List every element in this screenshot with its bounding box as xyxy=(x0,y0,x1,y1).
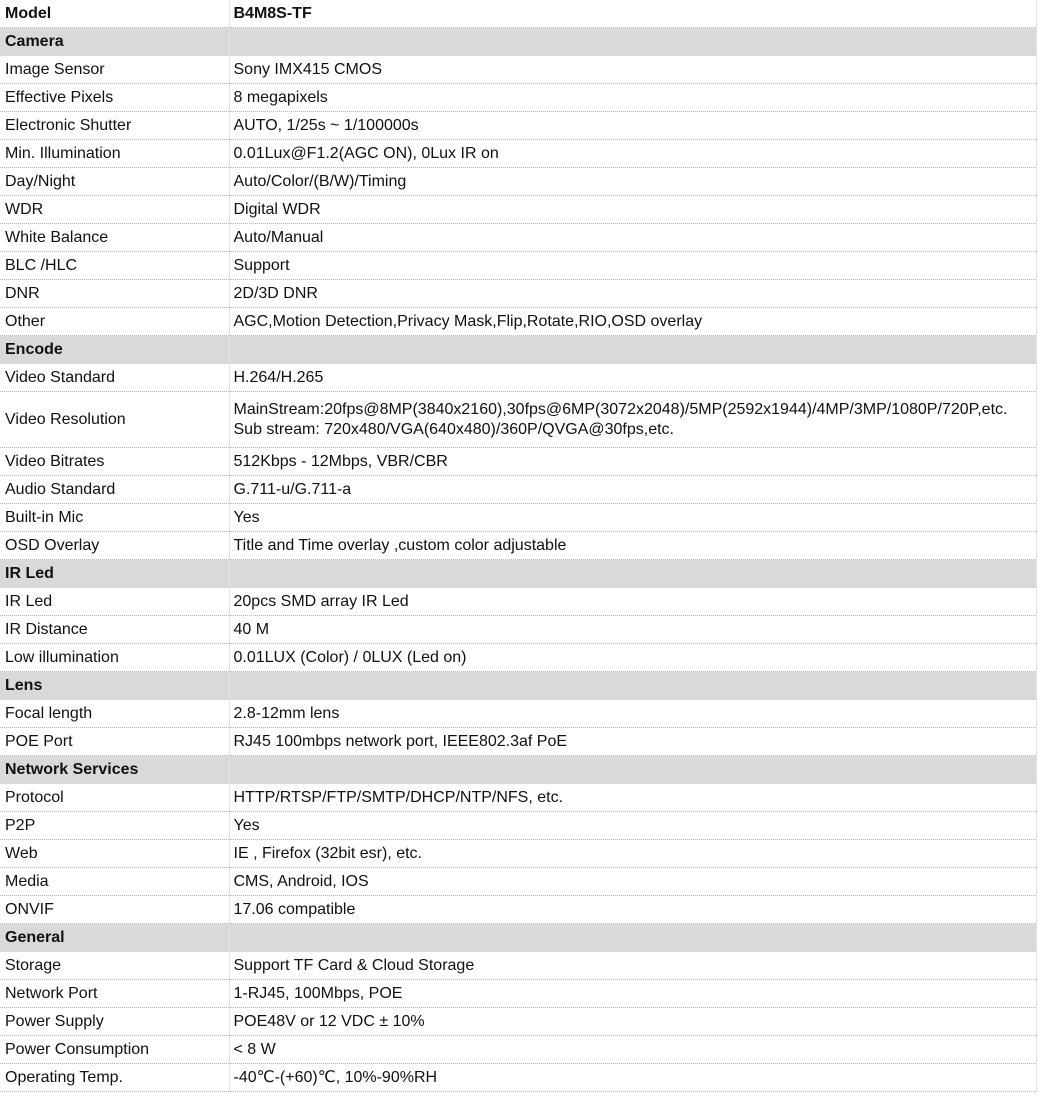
spec-value xyxy=(229,84,1036,112)
spec-label: Min. Illumination xyxy=(0,140,229,168)
spec-label: Electronic Shutter xyxy=(0,112,229,140)
section-header xyxy=(0,924,1036,952)
spec-value-line: Title and Time overlay ,custom color adjustable xyxy=(233,536,567,554)
spec-row xyxy=(0,364,1036,392)
spec-value xyxy=(229,252,1036,280)
spec-value xyxy=(229,588,1036,616)
section-title: Network Services xyxy=(0,756,229,784)
model-label: Model xyxy=(0,0,229,28)
spec-row xyxy=(0,1036,1036,1064)
spec-value xyxy=(229,784,1036,812)
spec-row xyxy=(0,952,1036,980)
spec-value xyxy=(229,196,1036,224)
spec-value xyxy=(229,112,1036,140)
spec-label: Day/Night xyxy=(0,168,229,196)
spec-value xyxy=(229,812,1036,840)
spec-value-line: 17.06 compatible xyxy=(233,900,356,918)
spec-row xyxy=(0,168,1036,196)
spec-label: BLC /HLC xyxy=(0,252,229,280)
spec-row xyxy=(0,252,1036,280)
spec-value-line: 8 megapixels xyxy=(233,88,328,106)
spec-row xyxy=(0,588,1036,616)
spec-value-line: MainStream:20fps@8MP(3840x2160),30fps@6MP(3072x2048)/5MP(2592x1944)/4MP/3MP/1080P/720P,etc. xyxy=(233,400,1008,418)
spec-label: Focal length xyxy=(0,700,229,728)
spec-row xyxy=(0,224,1036,252)
section-title: Camera xyxy=(0,28,229,56)
spec-label: Image Sensor xyxy=(0,56,229,84)
spec-row xyxy=(0,644,1036,672)
section-spacer xyxy=(229,28,1036,56)
spec-value xyxy=(229,504,1036,532)
section-spacer xyxy=(229,756,1036,784)
spec-row xyxy=(0,476,1036,504)
spec-label: Power Consumption xyxy=(0,1036,229,1064)
section-title: General xyxy=(0,924,229,952)
spec-value-line: Sony IMX415 CMOS xyxy=(233,60,382,78)
spec-value xyxy=(229,644,1036,672)
spec-value-line: Support TF Card & Cloud Storage xyxy=(233,956,475,974)
spec-label: Video Resolution xyxy=(0,392,229,448)
spec-row xyxy=(0,700,1036,728)
spec-row xyxy=(0,812,1036,840)
spec-label: P2P xyxy=(0,812,229,840)
spec-value-line: RJ45 100mbps network port, IEEE802.3af PoE xyxy=(233,732,568,750)
spec-value xyxy=(229,168,1036,196)
spec-label: Other xyxy=(0,308,229,336)
spec-label: Built-in Mic xyxy=(0,504,229,532)
spec-value xyxy=(229,448,1036,476)
spec-label: Audio Standard xyxy=(0,476,229,504)
section-header xyxy=(0,336,1036,364)
spec-value-line: 20pcs SMD array IR Led xyxy=(233,592,409,610)
spec-row xyxy=(0,448,1036,476)
section-spacer xyxy=(229,672,1036,700)
model-value: B4M8S-TF xyxy=(229,0,1036,28)
spec-value-line: 1-RJ45, 100Mbps, POE xyxy=(233,984,403,1002)
model-row xyxy=(0,0,1036,28)
spec-label: DNR xyxy=(0,280,229,308)
spec-value-line: AGC,Motion Detection,Privacy Mask,Flip,Rotate,RIO,OSD overlay xyxy=(233,312,703,330)
spec-row xyxy=(0,308,1036,336)
spec-label: Storage xyxy=(0,952,229,980)
spec-value xyxy=(229,980,1036,1008)
spec-row xyxy=(0,728,1036,756)
spec-value-line: POE48V or 12 VDC ± 10% xyxy=(233,1012,425,1030)
spec-label: White Balance xyxy=(0,224,229,252)
spec-row xyxy=(0,84,1036,112)
spec-value xyxy=(229,840,1036,868)
spec-label: Effective Pixels xyxy=(0,84,229,112)
spec-label: Web xyxy=(0,840,229,868)
spec-value xyxy=(229,896,1036,924)
spec-row xyxy=(0,1064,1036,1092)
spec-row xyxy=(0,1008,1036,1036)
spec-value xyxy=(229,280,1036,308)
spec-row xyxy=(0,504,1036,532)
spec-value xyxy=(229,728,1036,756)
spec-value-line: Auto/Color/(B/W)/Timing xyxy=(233,172,407,190)
spec-value-line: IE , Firefox (32bit esr), etc. xyxy=(233,844,422,862)
spec-value-line: Auto/Manual xyxy=(233,228,324,246)
spec-row xyxy=(0,896,1036,924)
spec-row xyxy=(0,868,1036,896)
spec-value xyxy=(229,308,1036,336)
spec-value xyxy=(229,56,1036,84)
spec-row xyxy=(0,616,1036,644)
spec-row xyxy=(0,56,1036,84)
spec-label: IR Distance xyxy=(0,616,229,644)
spec-value-line: H.264/H.265 xyxy=(233,368,324,386)
spec-label: Network Port xyxy=(0,980,229,1008)
spec-value-line: Sub stream: 720x480/VGA(640x480)/360P/QVGA@30fps,etc. xyxy=(233,420,674,438)
spec-value-line: 0.01LUX (Color) / 0LUX (Led on) xyxy=(233,648,467,666)
section-title: Encode xyxy=(0,336,229,364)
spec-value-line: Yes xyxy=(233,816,260,834)
spec-value-line: -40℃-(+60)℃, 10%-90%RH xyxy=(233,1068,438,1086)
spec-label: POE Port xyxy=(0,728,229,756)
spec-value-line: 2.8-12mm lens xyxy=(233,704,340,722)
spec-value-line: 40 M xyxy=(233,620,270,638)
spec-row xyxy=(0,140,1036,168)
spec-row xyxy=(0,532,1036,560)
section-spacer xyxy=(229,560,1036,588)
spec-label: Operating Temp. xyxy=(0,1064,229,1092)
spec-label: ONVIF xyxy=(0,896,229,924)
spec-value-line: HTTP/RTSP/FTP/SMTP/DHCP/NTP/NFS, etc. xyxy=(233,788,564,806)
spec-label: IR Led xyxy=(0,588,229,616)
spec-value xyxy=(229,224,1036,252)
section-title: IR Led xyxy=(0,560,229,588)
spec-value-line: Support xyxy=(233,256,290,274)
spec-value xyxy=(229,868,1036,896)
spec-value-line: < 8 W xyxy=(233,1040,276,1058)
spec-label: Video Bitrates xyxy=(0,448,229,476)
spec-row xyxy=(0,112,1036,140)
section-title: Lens xyxy=(0,672,229,700)
spec-value xyxy=(229,1008,1036,1036)
section-spacer xyxy=(229,336,1036,364)
spec-value xyxy=(229,140,1036,168)
spec-row xyxy=(0,784,1036,812)
spec-value-line: Yes xyxy=(233,508,260,526)
spec-label: Protocol xyxy=(0,784,229,812)
spec-value xyxy=(229,700,1036,728)
spec-value xyxy=(229,532,1036,560)
spec-value-line: CMS, Android, IOS xyxy=(233,872,369,890)
spec-value-line: AUTO, 1/25s ~ 1/100000s xyxy=(233,116,419,134)
section-header xyxy=(0,672,1036,700)
spec-row xyxy=(0,840,1036,868)
spec-label: Video Standard xyxy=(0,364,229,392)
spec-value-line: 512Kbps - 12Mbps, VBR/CBR xyxy=(233,452,448,470)
spec-value-line: 0.01Lux@F1.2(AGC ON), 0Lux IR on xyxy=(233,144,499,162)
spec-label: OSD Overlay xyxy=(0,532,229,560)
spec-value xyxy=(229,952,1036,980)
spec-label: Low illumination xyxy=(0,644,229,672)
section-spacer xyxy=(229,924,1036,952)
spec-value xyxy=(229,476,1036,504)
spec-label: WDR xyxy=(0,196,229,224)
spec-value xyxy=(229,364,1036,392)
spec-row xyxy=(0,980,1036,1008)
spec-value-line: 2D/3D DNR xyxy=(233,284,318,302)
spec-value xyxy=(229,1036,1036,1064)
section-header xyxy=(0,28,1036,56)
spec-row xyxy=(0,392,1036,448)
spec-label: Media xyxy=(0,868,229,896)
spec-value-line: Digital WDR xyxy=(233,200,321,218)
section-header xyxy=(0,756,1036,784)
spec-value-line: G.711-u/G.711-a xyxy=(233,480,352,498)
spec-row xyxy=(0,196,1036,224)
spec-value xyxy=(229,1064,1036,1092)
spec-row xyxy=(0,280,1036,308)
spec-value xyxy=(229,616,1036,644)
section-header xyxy=(0,560,1036,588)
spec-label: Power Supply xyxy=(0,1008,229,1036)
spec-value xyxy=(229,392,1036,448)
